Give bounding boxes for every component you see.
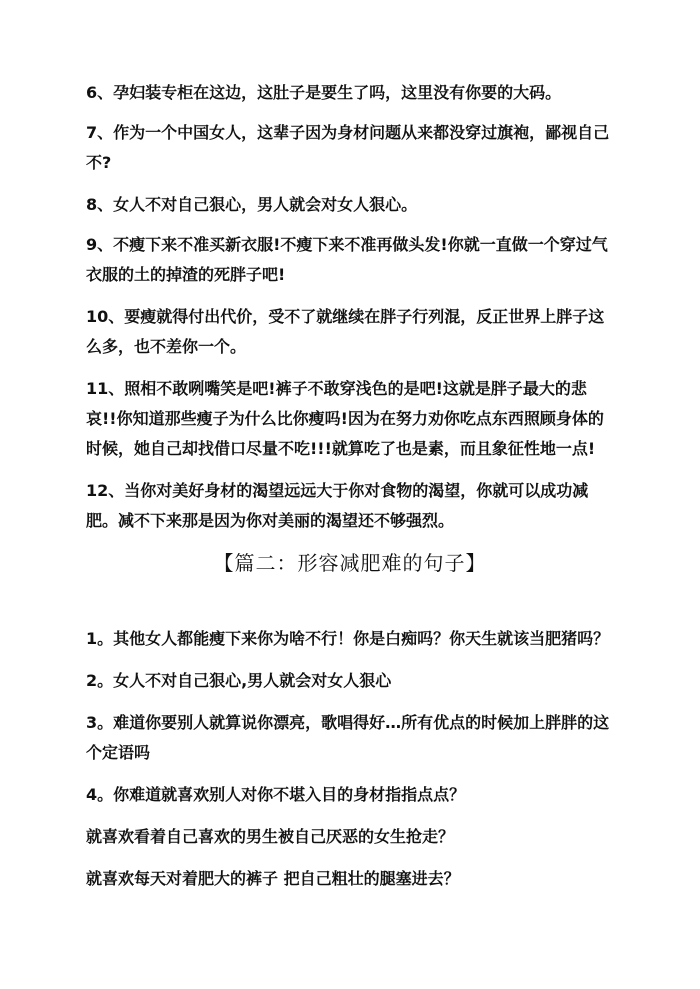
section-title: 【篇二：形容减肥难的句子】 [213,551,487,575]
list-item: 12、当你对美好身材的渴望远远大于你对食物的渴望，你就可以成功减肥。减不下来那是因为你对美丽的渴望还不够强烈。 [86,481,589,530]
list-item: 3。难道你要别人就算说你漂亮，歌唱得好…所有优点的时候加上胖胖的这个定语吗 [86,713,610,762]
list-item: 11、照相不敢咧嘴笑是吧!裤子不敢穿浅色的是吧!这就是胖子最大的悲哀!!你知道那些瘦子为什么比你瘦吗!因为在努力劝你吃点东西照顾身体的时候，她自己却找借口尽量不吃!!!就算吃了也是素，而且象征性地一点! [86,379,604,458]
list-item: 就喜欢看着自己喜欢的男生被自己厌恶的女生抢走？ [86,827,455,846]
list-item: 9、不瘦下来不准买新衣服!不瘦下来不准再做头发!你就一直做一个穿过气衣服的土的掉渣的死胖子吧! [86,235,608,284]
section-two [86,624,614,894]
list-item: 6、孕妇装专柜在这边，这肚子是要生了吗，这里没有你要的大码。 [86,83,562,102]
list-item: 10、要瘦就得付出代价，受不了就继续在胖子行列混，反正世界上胖子这么多，也不差你一个。 [86,307,605,356]
list-item: 就喜欢每天对着肥大的裤子 把自己粗壮的腿塞进去？ [86,869,460,888]
section-one [86,78,614,536]
list-item: 1。其他女人都能瘦下来你为啥不行！你是白痴吗？你天生就该当肥猪吗？ [86,629,610,648]
list-item: 7、作为一个中国女人，这辈子因为身材问题从来都没穿过旗袍，鄙视自己不? [86,123,610,172]
list-item: 4。你难道就喜欢别人对你不堪入目的身材指指点点？ [86,785,466,804]
list-item: 2。女人不对自己狠心,男人就会对女人狠心 [86,671,392,690]
list-item: 8、女人不对自己狠心，男人就会对女人狠心。 [86,195,418,214]
